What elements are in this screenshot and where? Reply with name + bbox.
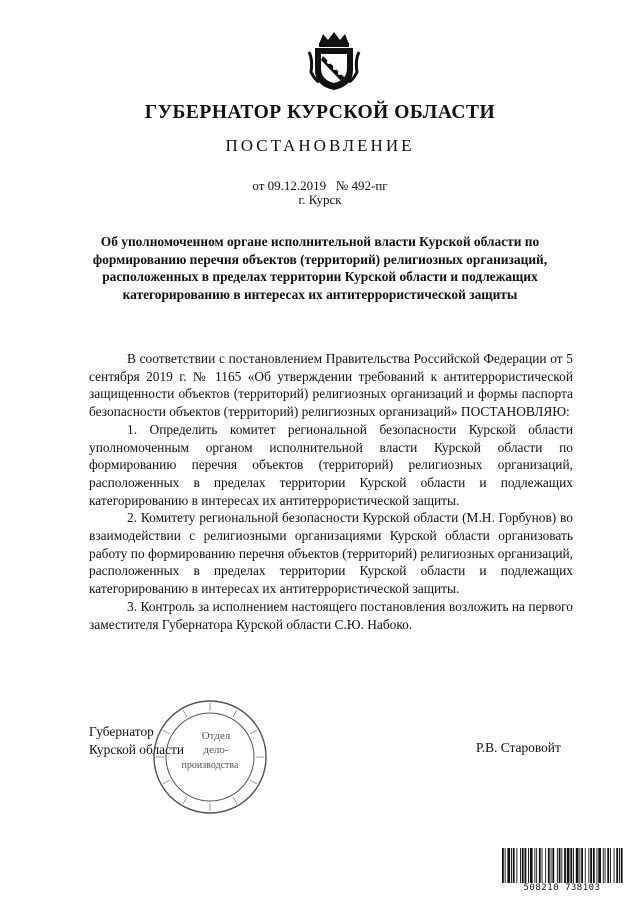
barcode-bar	[581, 848, 583, 884]
barcode-bar	[559, 848, 561, 884]
stamp-line-2: дело-	[203, 744, 229, 756]
barcode-bar	[528, 848, 529, 884]
barcode-bar	[534, 848, 535, 884]
barcode-bar	[590, 848, 592, 884]
barcode-bar	[576, 848, 579, 884]
barcode-bar	[564, 848, 566, 884]
barcode-bar	[588, 848, 589, 884]
clause-2: 2. Комитету региональной безопасности Курской области (М.Н. Горбунов) во взаимодействии с религиозными организациями Курской области организовать работу по формированию перечня объектов (территорий) религиозных организаций, расположенных в пределах территории Курской области и подлежащих категорированию в интересах их антитеррористической защиты.	[89, 510, 573, 597]
barcode-bar	[525, 848, 527, 884]
signatory-name: Р.В. Старовойт	[476, 740, 561, 755]
barcode-bar	[610, 848, 611, 884]
barcode-bar	[598, 848, 601, 884]
barcode-bar	[616, 848, 618, 884]
office-stamp	[150, 697, 270, 817]
barcode-bar	[551, 848, 552, 884]
barcode-bar	[607, 848, 609, 884]
barcode-bar	[545, 848, 546, 884]
barcode-bars	[500, 848, 624, 884]
authority-heading: ГУБЕРНАТОР КУРСКОЙ ОБЛАСТИ	[144, 102, 496, 123]
barcode-bar	[522, 848, 524, 884]
barcode-bar	[539, 848, 541, 884]
barcode-bar	[511, 848, 512, 884]
date-and-number: от 09.12.2019 № 492-пг	[252, 178, 388, 193]
barcode-bar	[507, 848, 510, 884]
signatory-position-line-1: Губернатор	[89, 724, 154, 739]
barcode-bar	[621, 848, 623, 884]
barcode-bar	[557, 848, 558, 884]
barcode-bar	[593, 848, 595, 884]
clause-3: 3. Контроль за исполнением настоящего постановления возложить на первого заместителя Губернатора Курской области С.Ю. Набоко.	[89, 598, 573, 632]
stamp-line-1: Отдел	[201, 730, 231, 742]
barcode-bar	[619, 848, 620, 884]
barcode-bar	[585, 848, 586, 884]
barcode-bar	[614, 848, 615, 884]
barcode-bar	[505, 848, 506, 884]
barcode-bar	[542, 848, 543, 884]
barcode-bar	[579, 848, 580, 884]
barcode-bar	[603, 848, 604, 884]
barcode-bar	[570, 848, 572, 884]
barcode-bar	[530, 848, 533, 884]
barcode-bar	[561, 848, 562, 884]
barcode-bar	[573, 848, 574, 884]
barcode-bar	[552, 848, 554, 884]
barcode	[500, 848, 624, 898]
place-of-issue: г. Курск	[298, 192, 342, 207]
barcode-number: 508210 738103	[500, 883, 624, 893]
barcode-bar	[605, 848, 606, 884]
barcode-bar	[520, 848, 521, 884]
stamp-line-3: производства	[181, 760, 239, 771]
barcode-bar	[516, 848, 517, 884]
coat-of-arms-icon	[305, 30, 363, 92]
barcode-bar	[536, 848, 537, 884]
barcode-bar	[513, 848, 515, 884]
barcode-bar	[597, 848, 598, 884]
barcode-bar	[548, 848, 550, 884]
barcode-bar	[502, 848, 504, 884]
barcode-bar	[567, 848, 570, 884]
document-title: Об уполномоченном органе исполнительной власти Курской области по формированию перечня объектов (территорий) религиозных организаций, расположенных в пределах территории Курской области и подлежащих категорированию в интересах их антитеррористической защиты	[92, 234, 548, 302]
preamble-paragraph: В соответствии с постановлением Правительства Российской Федерации от 5 сентября 2019 г. № 1165 «Об утверждении требований к антитеррористической защищенности объектов (территорий) религиозных организаций и формы паспорта безопасности объектов (территорий) религиозных организаций» ПОСТАНОВЛЯЮ:	[89, 351, 573, 420]
signatory-position-line-2: Курской области	[89, 741, 185, 757]
document-type: ПОСТАНОВЛЕНИЕ	[225, 136, 415, 155]
document-body	[89, 350, 573, 633]
clause-1: 1. Определить комитет региональной безопасности Курской области уполномоченным органом исполнительной власти Курской области по формированию перечня объектов (территорий) религиозных организаций, расположенных в пределах территории Курской области и подлежащих категорированию в интересах их антитеррористической защиты.	[89, 421, 573, 508]
